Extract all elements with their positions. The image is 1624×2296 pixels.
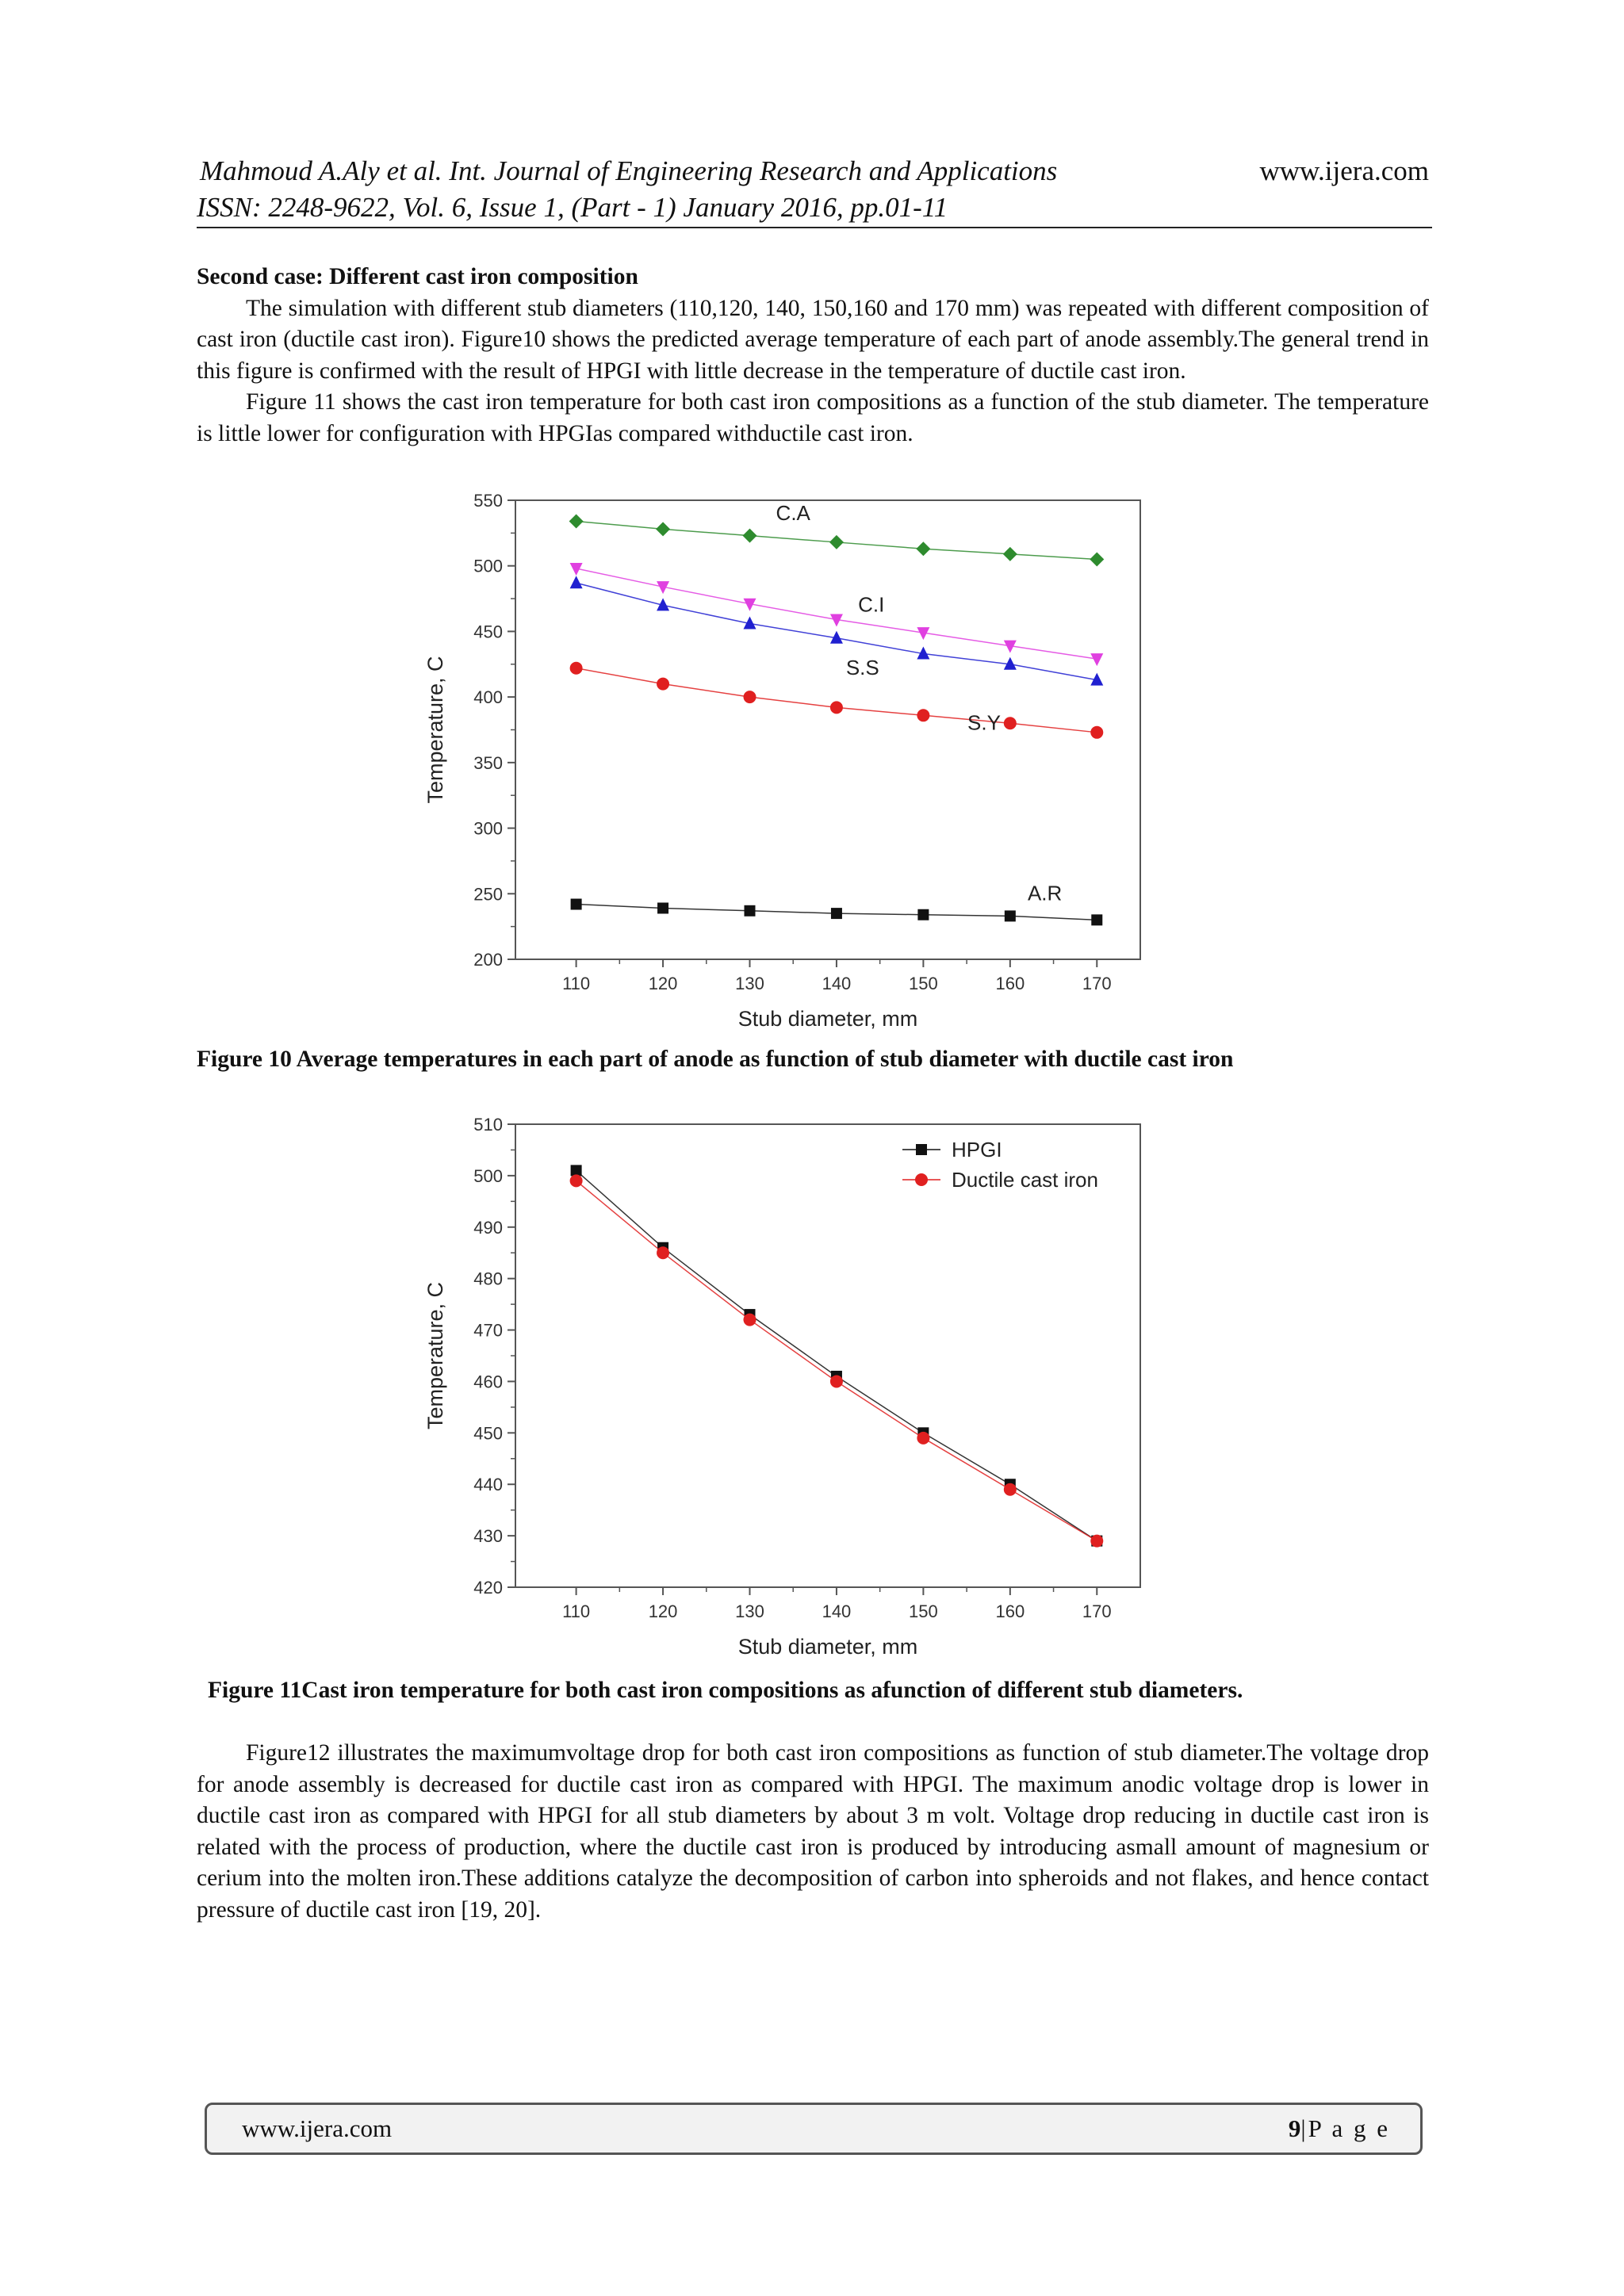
data-point: [571, 1165, 582, 1176]
running-header-line1: [200, 154, 1429, 189]
legend-label: Ductile cast iron: [952, 1168, 1098, 1192]
journal-website[interactable]: www.ijera.com: [1259, 155, 1429, 186]
x-tick-label: 110: [562, 974, 591, 993]
data-point: [743, 529, 757, 543]
section-block-top: [197, 262, 1429, 450]
y-axis-label: Temperature, C: [423, 656, 447, 804]
y-tick-label: 550: [473, 491, 503, 511]
figure-10: [423, 488, 1158, 1035]
y-tick-label: 500: [473, 556, 503, 576]
plot-frame: [515, 1124, 1140, 1587]
header-divider: [197, 227, 1432, 228]
data-point: [831, 908, 842, 919]
series-label: C.I: [858, 592, 885, 617]
data-point: [1090, 653, 1103, 666]
data-point: [829, 535, 844, 549]
y-tick-label: 440: [473, 1475, 503, 1495]
legend-marker: [916, 1144, 927, 1155]
x-tick-label: 150: [909, 1601, 938, 1621]
x-axis-label: Stub diameter, mm: [737, 1007, 918, 1031]
series-line: [576, 1181, 1097, 1540]
data-point: [744, 691, 756, 703]
y-tick-label: 490: [473, 1217, 503, 1238]
data-point: [917, 1432, 929, 1445]
data-point: [1090, 1535, 1103, 1548]
x-tick-label: 120: [648, 1601, 678, 1621]
data-point: [917, 909, 929, 920]
series-label: A.R: [1027, 881, 1063, 905]
data-point: [1004, 717, 1017, 729]
legend-label: HPGI: [952, 1138, 1002, 1161]
x-axis-label: Stub diameter, mm: [737, 1635, 918, 1659]
paragraph-2: Figure 11 shows the cast iron temperature for both cast iron compositions as a function of the stub diameter. The temperature is little lower for configuration with HPGIas compared withductile cast iron.: [197, 389, 1429, 446]
data-point: [830, 1375, 843, 1387]
section-title: Second case: Different cast iron composition: [197, 264, 638, 289]
data-point: [917, 709, 929, 721]
series-s-s: [570, 576, 1104, 685]
y-tick-label: 450: [473, 1423, 503, 1444]
y-tick-label: 420: [473, 1578, 503, 1598]
series-a-r: [571, 899, 1103, 926]
journal-citation: Mahmoud A.Aly et al. Int. Journal of Engineering Research and Applications: [200, 155, 1058, 186]
y-tick-label: 470: [473, 1320, 503, 1341]
x-tick-label: 160: [995, 1601, 1025, 1621]
x-tick-label: 150: [909, 974, 938, 993]
y-tick-label: 200: [473, 950, 503, 970]
data-point: [1091, 914, 1102, 925]
figure-11: [423, 1110, 1158, 1673]
y-tick-label: 430: [473, 1526, 503, 1547]
y-tick-label: 400: [473, 687, 503, 708]
series-line: [576, 568, 1097, 659]
y-tick-label: 510: [473, 1115, 503, 1135]
data-point: [657, 1246, 669, 1259]
data-point: [570, 576, 583, 588]
series-label: S.S: [845, 656, 879, 680]
x-tick-label: 130: [735, 974, 764, 993]
x-tick-label: 170: [1082, 1601, 1112, 1621]
series-label: S.Y: [967, 710, 1001, 735]
y-tick-label: 300: [473, 818, 503, 839]
series-ductile-cast-iron: [570, 1174, 1104, 1547]
figure-10-chart: [423, 488, 1158, 1035]
data-point: [1004, 1483, 1017, 1496]
footer-url[interactable]: www.ijera.com: [242, 2114, 393, 2142]
y-tick-label: 460: [473, 1372, 503, 1392]
data-point: [830, 701, 843, 714]
y-axis-label: Temperature, C: [423, 1281, 447, 1430]
page-footer: [205, 2103, 1423, 2155]
paragraph-3: Figure12 illustrates the maximumvoltage drop for both cast iron compositions as function of stub diameter.The voltage drop for anode assembly is decreased for ductile cast iron as compared with HPGI. The maximum anodic voltage drop is lower in ductile cast iron as compared with HPGI for all stub diameters by about 3 m volt. Voltage drop reducing in ductile cast iron is related with the process of production, where the ductile cast iron is produced by introducing asmall amount of magnesium or cerium into the molten iron.These additions catalyze the decomposition of carbon into spheroids and not flakes, and hence contact pressure of ductile cast iron [19, 20].: [197, 1740, 1429, 1923]
data-point: [571, 899, 582, 910]
data-point: [657, 678, 669, 691]
x-tick-label: 130: [735, 1601, 764, 1621]
data-point: [656, 522, 670, 536]
x-tick-label: 140: [822, 974, 852, 993]
figure-10-caption: Figure 10 Average temperatures in each part of anode as function of stub diameter with ductile cast iron: [197, 1047, 1234, 1072]
x-tick-label: 140: [822, 1601, 852, 1621]
x-tick-label: 110: [562, 1601, 591, 1621]
data-point: [1003, 547, 1017, 561]
data-point: [570, 662, 583, 675]
data-point: [1090, 726, 1103, 739]
series-c-a: [569, 514, 1105, 566]
data-point: [657, 902, 668, 913]
figure-11-chart: [423, 1110, 1158, 1673]
footer-page-indicator: [1289, 2114, 1390, 2143]
y-tick-label: 500: [473, 1165, 503, 1186]
series-label: C.A: [776, 500, 810, 525]
series-c-i: [570, 563, 1104, 666]
x-tick-label: 120: [648, 974, 678, 993]
data-point: [570, 1174, 583, 1187]
footer-page-number: 9: [1288, 2114, 1301, 2142]
y-tick-label: 350: [473, 752, 503, 773]
data-point: [744, 1314, 756, 1326]
x-tick-label: 170: [1082, 974, 1112, 993]
running-header-line2: ISSN: 2248-9622, Vol. 6, Issue 1, (Part - 1) January 2016, pp.01-11: [197, 192, 948, 223]
footer-page-label: |P a g e: [1300, 2114, 1390, 2142]
data-point: [569, 514, 584, 528]
y-tick-label: 480: [473, 1269, 503, 1289]
figure-11-caption: Figure 11Cast iron temperature for both cast iron compositions as afunction of different stub diameters.: [208, 1678, 1243, 1703]
data-point: [1090, 552, 1104, 566]
data-point: [745, 905, 756, 916]
paragraph-1: The simulation with different stub diameters (110,120, 140, 150,160 and 170 mm) was repeated with different composition of cast iron (ductile cast iron). Figure10 shows the predicted average temperature of each part of anode assembly.The general trend in this figure is confirmed with the result of HPGI with little decrease in the temperature of ductile cast iron.: [197, 295, 1429, 384]
legend-marker: [915, 1173, 928, 1186]
data-point: [1005, 910, 1016, 921]
series-hpgi: [571, 1165, 1103, 1546]
y-tick-label: 450: [473, 622, 503, 642]
x-tick-label: 160: [995, 974, 1025, 993]
series-s-y: [570, 662, 1104, 739]
series-line: [576, 668, 1097, 733]
series-line: [576, 1170, 1097, 1540]
y-tick-label: 250: [473, 884, 503, 905]
data-point: [916, 541, 930, 556]
